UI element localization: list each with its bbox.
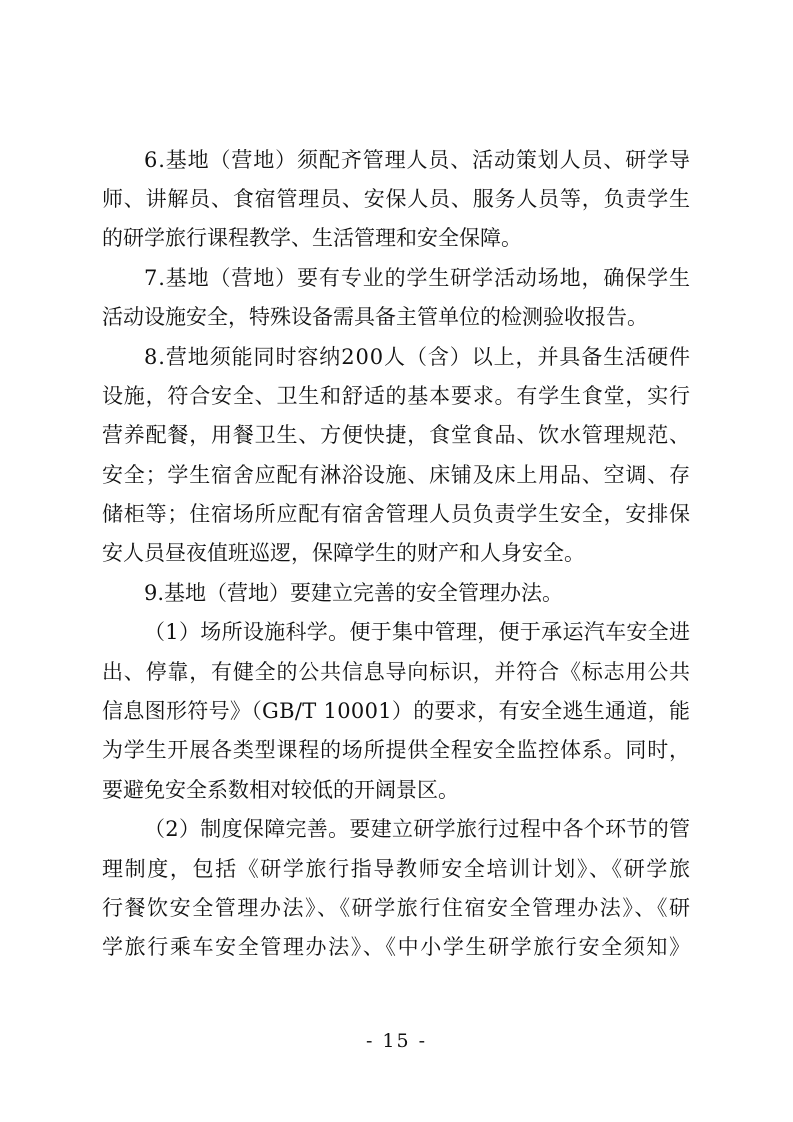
line-text: 9.基地（营地）要建立完善的安全管理办法。 — [144, 581, 564, 605]
text-line — [0, 573, 793, 613]
line-text: 要避免安全系数相对较低的开阔景区。 — [102, 778, 459, 802]
line-text: 师、讲解员、食宿管理员、安保人员、服务人员等，负责学生 — [102, 187, 691, 211]
line-text: 出、停靠，有健全的公共信息导向标识，并符合《标志用公共 — [102, 660, 691, 684]
text-line — [0, 258, 793, 298]
line-text: 活动设施安全，特殊设备需具备主管单位的检测验收报告。 — [102, 305, 648, 329]
line-text: 为学生开展各类型课程的场所提供全程安全监控体系。同时， — [102, 738, 691, 762]
line-text: 理制度，包括《研学旅行指导教师安全培训计划》、《研学旅 — [102, 857, 692, 881]
line-text: 信息图形符号》（GB/T 10001）的要求，有安全逃生通道，能 — [102, 699, 691, 723]
text-line — [0, 888, 793, 928]
page-number: - 15 - — [365, 1030, 428, 1052]
text-line — [0, 140, 793, 180]
text-line — [0, 533, 793, 573]
line-text: （2）制度保障完善。要建立研学旅行过程中各个环节的管 — [144, 817, 691, 841]
text-line — [0, 218, 793, 258]
line-text: 的研学旅行课程教学、生活管理和安全保障。 — [102, 226, 522, 250]
line-text: 安人员昼夜值班巡逻，保障学生的财产和人身安全。 — [102, 541, 585, 565]
line-text: 营养配餐，用餐卫生、方便快捷，食堂食品、饮水管理规范、 — [102, 423, 691, 447]
line-text: （1）场所设施科学。便于集中管理，便于承运汽车安全进 — [144, 620, 691, 644]
text-line — [0, 770, 793, 810]
text-line — [0, 455, 793, 495]
line-text: 行餐饮安全管理办法》、《研学旅行住宿安全管理办法》、《研 — [102, 896, 692, 920]
line-text: 安全；学生宿舍应配有淋浴设施、床铺及床上用品、空调、存 — [102, 463, 691, 487]
text-line — [0, 494, 793, 534]
text-line — [0, 376, 793, 416]
text-line — [0, 730, 793, 770]
line-text: 8.营地须能同时容纳200人（含）以上，并具备生活硬件 — [144, 345, 691, 369]
text-line — [0, 297, 793, 337]
text-line — [0, 849, 793, 889]
line-text: 6.基地（营地）须配齐管理人员、活动策划人员、研学导 — [144, 148, 691, 172]
text-line — [0, 927, 793, 967]
text-line — [0, 415, 793, 455]
text-line — [0, 691, 793, 731]
text-line — [0, 652, 793, 692]
text-line — [0, 337, 793, 377]
text-line — [0, 809, 793, 849]
text-line — [0, 179, 793, 219]
text-line — [0, 612, 793, 652]
line-text: 7.基地（营地）要有专业的学生研学活动场地，确保学生 — [144, 266, 691, 290]
line-text: 储柜等；住宿场所应配有宿舍管理人员负责学生安全，安排保 — [102, 502, 691, 526]
line-text: 设施，符合安全、卫生和舒适的基本要求。有学生食堂，实行 — [102, 384, 691, 408]
line-text: 学旅行乘车安全管理办法》、《中小学生研学旅行安全须知》 — [102, 935, 692, 959]
